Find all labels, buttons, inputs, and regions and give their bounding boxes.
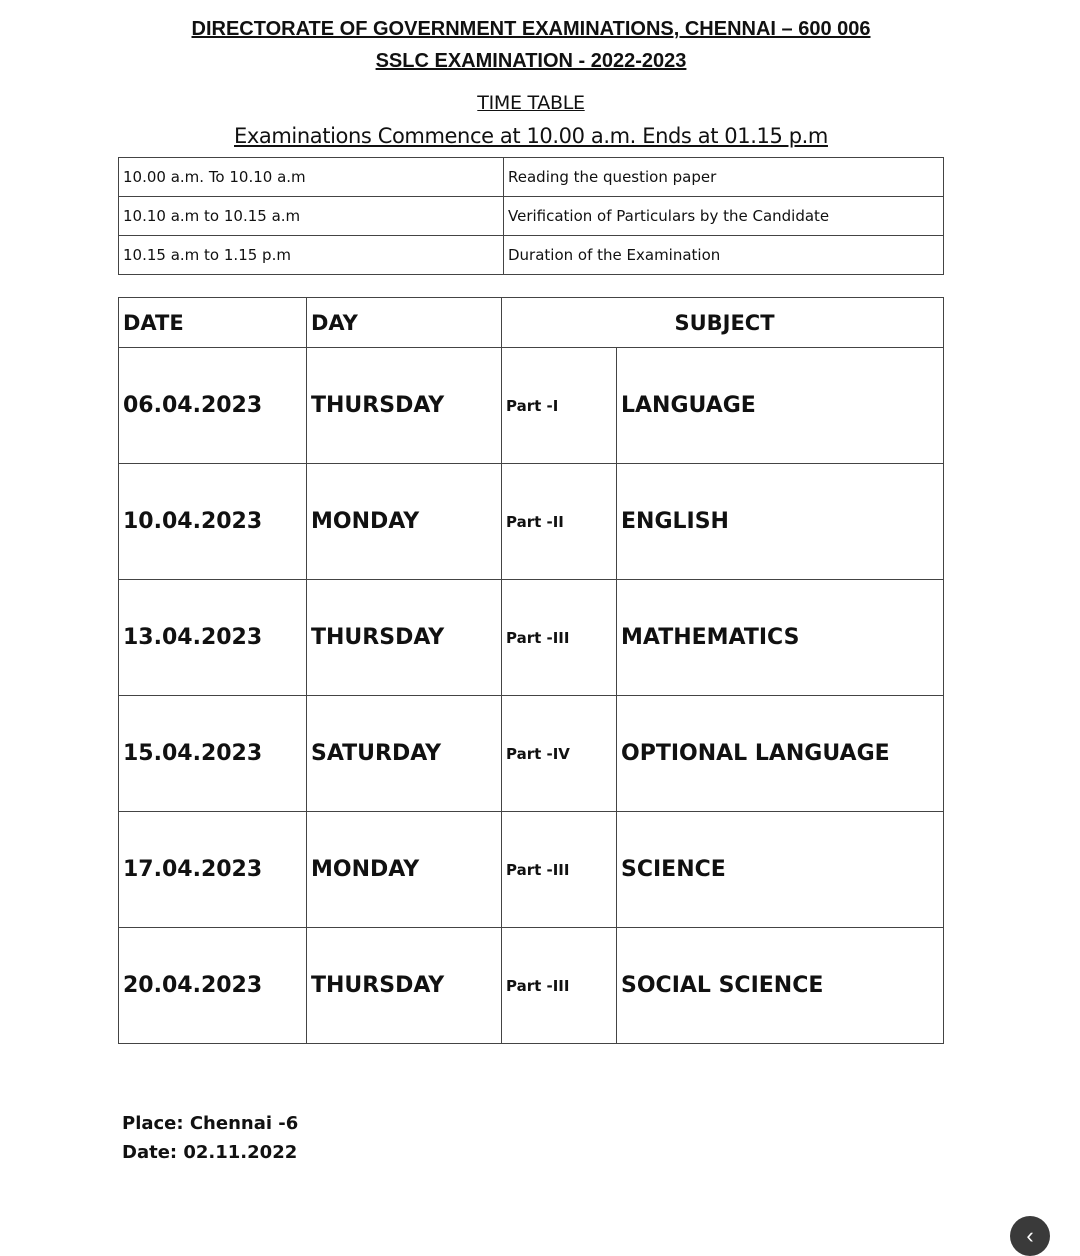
exam-date: 10.04.2023 (119, 464, 307, 580)
timing-table (118, 157, 944, 275)
timing-row (119, 158, 944, 197)
exam-part: Part -IV (502, 696, 617, 812)
timing-row (119, 236, 944, 275)
exam-part: Part -III (502, 812, 617, 928)
exam-subject: ENGLISH (617, 464, 944, 580)
schedule-row (119, 464, 944, 580)
timing-row (119, 197, 944, 236)
exam-subject: SCIENCE (617, 812, 944, 928)
exam-date: 17.04.2023 (119, 812, 307, 928)
schedule-row (119, 812, 944, 928)
timing-time: 10.10 a.m to 10.15 a.m (119, 197, 504, 236)
schedule-row (119, 696, 944, 812)
exam-day: MONDAY (307, 812, 502, 928)
exam-date: 20.04.2023 (119, 928, 307, 1044)
column-header-date: DATE (119, 298, 307, 348)
schedule-row (119, 348, 944, 464)
timing-time: 10.00 a.m. To 10.10 a.m (119, 158, 504, 197)
column-header-day: DAY (307, 298, 502, 348)
exam-subject: MATHEMATICS (617, 580, 944, 696)
timing-time: 10.15 a.m to 1.15 p.m (119, 236, 504, 275)
exam-date: 15.04.2023 (119, 696, 307, 812)
exam-part: Part -III (502, 928, 617, 1044)
exam-day: THURSDAY (307, 928, 502, 1044)
exam-date: 06.04.2023 (119, 348, 307, 464)
timing-activity: Reading the question paper (504, 158, 944, 197)
exam-day: MONDAY (307, 464, 502, 580)
schedule-table (118, 297, 944, 1044)
exam-subject: LANGUAGE (617, 348, 944, 464)
exam-subject: OPTIONAL LANGUAGE (617, 696, 944, 812)
footer-place: Place: Chennai -6 (122, 1113, 299, 1134)
timing-activity: Duration of the Examination (504, 236, 944, 275)
exam-part: Part -III (502, 580, 617, 696)
time-table-title: TIME TABLE (477, 92, 585, 114)
directorate-title: DIRECTORATE OF GOVERNMENT EXAMINATIONS, CHENNAI – 600 006 (191, 18, 871, 40)
exam-subject: SOCIAL SCIENCE (617, 928, 944, 1044)
exam-date: 13.04.2023 (119, 580, 307, 696)
footer-date: Date: 02.11.2022 (122, 1142, 298, 1163)
exam-day: SATURDAY (307, 696, 502, 812)
chevron-left-icon[interactable]: ‹ (1010, 1216, 1050, 1256)
schedule-row (119, 580, 944, 696)
exam-part: Part -I (502, 348, 617, 464)
exam-title: SSLC EXAMINATION - 2022-2023 (375, 50, 687, 72)
exam-day: THURSDAY (307, 580, 502, 696)
schedule-header-row (119, 298, 944, 348)
exam-timing-note: Examinations Commence at 10.00 a.m. Ends at 01.15 p.m (234, 124, 828, 148)
schedule-row (119, 928, 944, 1044)
exam-part: Part -II (502, 464, 617, 580)
column-header-subject: SUBJECT (502, 298, 944, 348)
timing-activity: Verification of Particulars by the Candidate (504, 197, 944, 236)
exam-day: THURSDAY (307, 348, 502, 464)
